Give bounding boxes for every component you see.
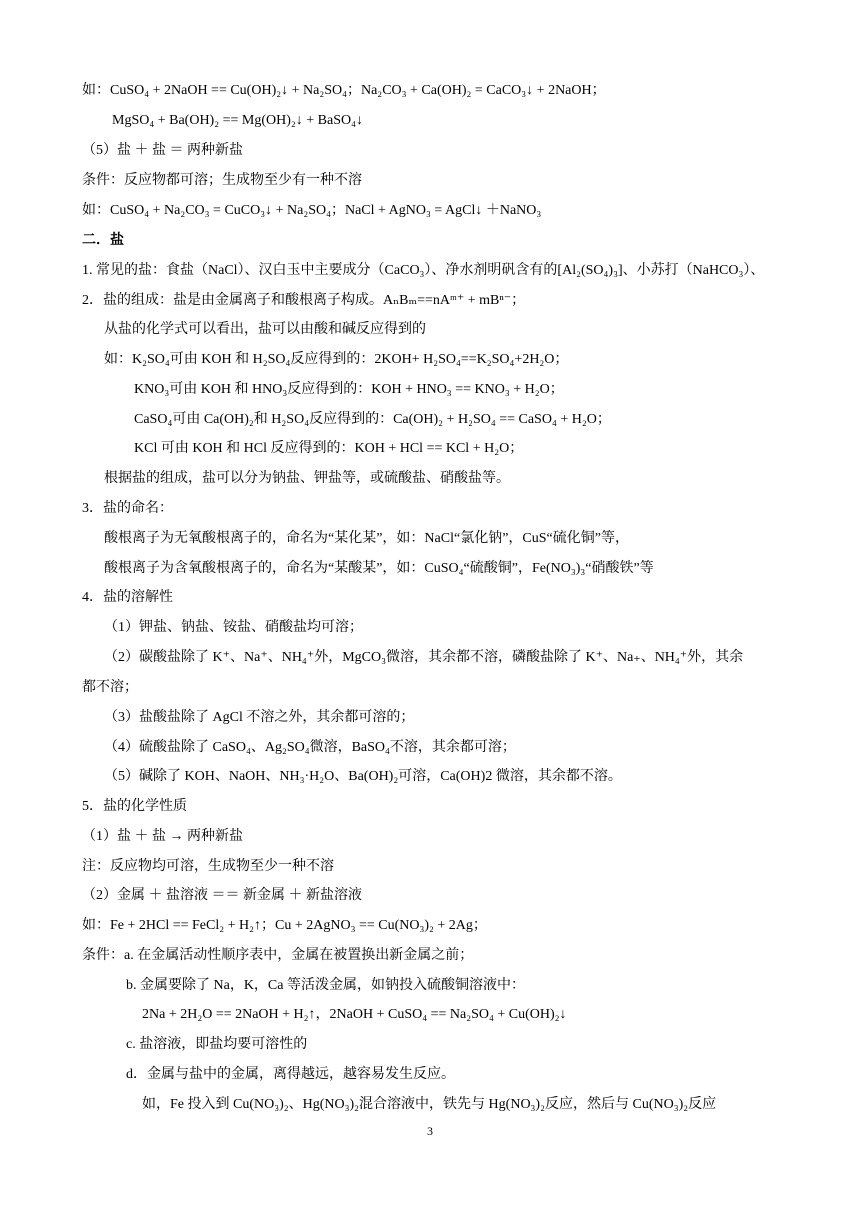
text-line: 酸根离子为无氧酸根离子的，命名为“某化某”，如：NaCl“氯化钠”，CuS“硫化铜”等， [104,531,629,546]
text-line: 都不溶； [82,680,138,695]
text-line: CaSO₄可由 Ca(OH)₂和 H₂SO₄反应得到的：Ca(OH)₂ + H₂SO₄ == CaSO₄ + H₂O； [134,412,611,427]
text-line: （3）盐酸盐除了 AgCl 不溶之外，其余都可溶的； [104,710,415,725]
text-line: 如：Fe + 2HCl == FeCl₂ + H₂↑；Cu + 2AgNO₃ == Cu(NO₃)₂ + 2Ag； [82,918,487,933]
text-line: 2．盐的组成：盐是由金属离子和酸根离子构成。AₙBₘ==nAᵐ⁺ + mBⁿ⁻； [82,293,526,308]
text-line: d．金属与盐中的金属，离得越远，越容易发生反应。 [126,1067,455,1082]
text-line: c. 盐溶液，即盐均要可溶性的 [126,1037,308,1052]
text-line: 条件：a. 在金属活动性顺序表中，金属在被置换出新金属之前； [82,948,474,963]
text-line: 酸根离子为含氧酸根离子的，命名为“某酸某”，如：CuSO₄“硫酸铜”，Fe(NO₃)₃“硝酸铁”等 [104,561,654,576]
section-heading: 二．盐 [82,233,124,248]
text-line: 2Na + 2H₂O == 2NaOH + H₂↑，2NaOH + CuSO₄ == Na₂SO₄ + Cu(OH)₂↓ [142,1007,567,1022]
text-line: b. 金属要除了 Na，K，Ca 等活泼金属，如钠投入硫酸铜溶液中： [126,978,525,993]
text-line: （5）盐 ＋ 盐 ＝ 两种新盐 [82,143,243,158]
text-line: 如：K₂SO₄可由 KOH 和 H₂SO₄反应得到的：2KOH+ H₂SO₄==K₂SO₄+2H₂O； [104,352,569,367]
text-line: 5．盐的化学性质 [82,799,187,814]
text-line: （4）硫酸盐除了 CaSO₄、Ag₂SO₄微溶，BaSO₄不溶，其余都可溶； [104,740,516,755]
text-line: 3．盐的命名： [82,501,173,516]
text-line: 1. 常见的盐：食盐（NaCl）、汉白玉中主要成分（CaCO₃）、净水剂明矾含有的[Al₂(SO₄)₃]、小苏打（NaHCO₃）、 [82,263,765,278]
text-line: （2）金属 ＋ 盐溶液 ＝＝ 新金属 ＋ 新盐溶液 [82,888,362,903]
text-line: 如：CuSO₄ + 2NaOH == Cu(OH)₂↓ + Na₂SO₄；Na₂CO₃ + Ca(OH)₂ = CaCO₃↓ + 2NaOH； [82,83,606,98]
text-line: 如：CuSO₄ + Na₂CO₃ = CuCO₃↓ + Na₂SO₄；NaCl + AgNO₃ = AgCl↓ ＋NaNO₃ [82,203,542,218]
page-number: 3 [427,1124,433,1138]
text-line: （2）碳酸盐除了 K⁺、Na⁺、NH₄⁺外，MgCO₃微溶，其余都不溶，磷酸盐除了 K⁺、Na₊、NH₄⁺外，其余 [104,650,744,665]
text-line: 从盐的化学式可以看出，盐可以由酸和碱反应得到的 [104,322,426,337]
text-line: （5）碱除了 KOH、NaOH、NH₃·H₂O、Ba(OH)₂可溶，Ca(OH)2 微溶，其余都不溶。 [104,769,622,784]
text-line: 注：反应物均可溶，生成物至少一种不溶 [82,859,334,874]
text-line: MgSO₄ + Ba(OH)₂ == Mg(OH)₂↓ + BaSO₄↓ [112,113,363,128]
text-line: KCl 可由 KOH 和 HCl 反应得到的：KOH + HCl == KCl + H₂O； [134,441,524,456]
text-line: 如，Fe 投入到 Cu(NO₃)₂、Hg(NO₃)₂混合溶液中，铁先与 Hg(NO₃)₂反应，然后与 Cu(NO₃)₂反应 [142,1097,717,1112]
text-line: 4．盐的溶解性 [82,590,173,605]
text-line: KNO₃可由 KOH 和 HNO₃反应得到的：KOH + HNO₃ == KNO₃ + H₂O； [134,382,564,397]
text-line: （1）钾盐、钠盐、铵盐、硝酸盐均可溶； [104,620,363,635]
text-line: 根据盐的组成，盐可以分为钠盐、钾盐等，或硫酸盐、硝酸盐等。 [104,471,510,486]
text-line: （1）盐 ＋ 盐 → 两种新盐 [82,829,243,844]
text-line: 条件：反应物都可溶；生成物至少有一种不溶 [82,173,362,188]
